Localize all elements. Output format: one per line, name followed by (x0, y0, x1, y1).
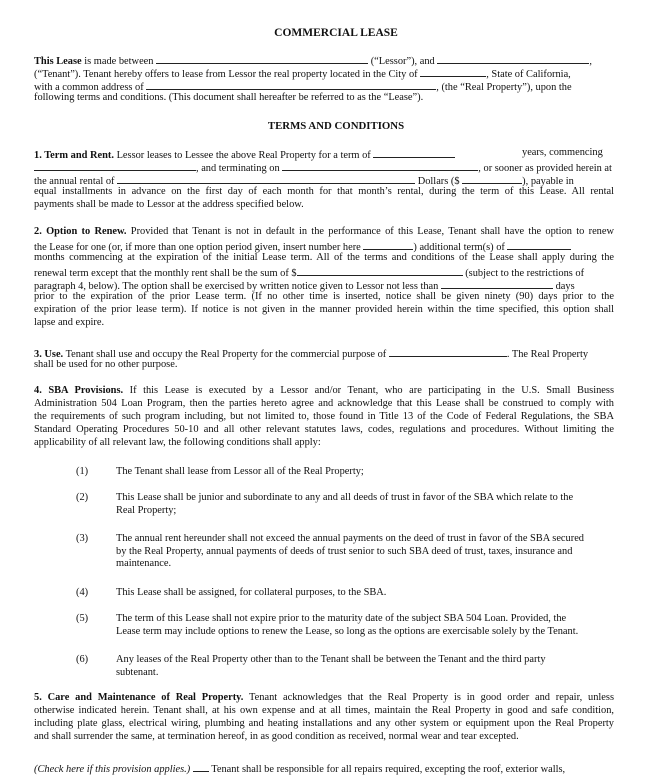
s1-line-4: equal installments in advance on the first day of each month for that month’s rental, during the term of this Lease. All rental (34, 186, 614, 197)
intro-bold: This Lease (34, 56, 82, 67)
terminating-date-field[interactable] (282, 160, 478, 171)
s1-heading: 1. Term and Rent. (34, 150, 114, 161)
s3-heading: 3. Use. (34, 349, 64, 360)
sba-item: The Tenant shall lease from Lessor all of the Real Property; (116, 466, 364, 477)
annual-rental-amount-field[interactable] (462, 173, 522, 184)
city-field[interactable] (420, 66, 486, 77)
option-count-field[interactable] (363, 239, 413, 250)
sba-item-number: (5) (76, 613, 89, 624)
sba-item-number: (1) (76, 466, 89, 477)
s4-line-4: Standard Operating Procedures 50-10 and all other relevant statutes laws, codes, regulations and procedures. Without limiting the (34, 424, 614, 435)
s3-line-1: 3. Use. Tenant shall use and occupy the Real Property for the commercial purpose of . The Real Property (34, 346, 588, 362)
option-months-field[interactable] (507, 239, 571, 250)
s4-line-1: 4. SBA Provisions. If this Lease is executed by a Lessor and/or Tenant, who are participating in the U.S. Small Business (34, 385, 614, 396)
s1-line-5: payments shall be made to Lessor at the address specified below. (34, 199, 304, 210)
sba-item-number: (4) (76, 587, 89, 598)
s2-heading: 2. Option to Renew. (34, 226, 127, 237)
commencing-date-field[interactable] (34, 160, 196, 171)
s5-line-2: otherwise indicated herein. Tenant shall, at his own expense and at all times, maintain the Real Property in good and safe condition, (34, 705, 614, 716)
section-heading: TERMS AND CONDITIONS (267, 120, 405, 132)
document-title: COMMERCIAL LEASE (274, 27, 398, 39)
s5-heading: 5. Care and Maintenance of Real Property. (34, 692, 244, 703)
s2-line-4: renewal term except that the monthly rent shall be the sum of $ (subject to the restrictions of (34, 265, 584, 281)
s2-line-8: lapse and expire. (34, 317, 105, 328)
s5-line-4: and shall surrender the same, at termination hereof, in as good condition as received, normal wear and tear excepted. (34, 731, 519, 742)
sba-item: Any leases of the Real Property other than to the Tenant shall be between the Tenant and the third party subtenant. (116, 654, 546, 678)
address-field[interactable] (146, 79, 436, 90)
commercial-purpose-field[interactable] (389, 346, 507, 357)
s2-line-6: prior to the expiration of the prior Lease term. (If no other time is inserted, notice shall be given ninety (90) days prior to the (34, 291, 614, 302)
sba-item-number: (2) (76, 492, 89, 503)
tenant-name-field[interactable] (437, 53, 589, 64)
lessor-name-field[interactable] (156, 53, 368, 64)
s3-line-2: shall be used for no other purpose. (34, 359, 178, 370)
s4-line-5: applicability of all relevant law, the following conditions shall apply: (34, 437, 321, 448)
sba-item: This Lease shall be assigned, for collateral purposes, to the SBA. (116, 587, 387, 598)
annual-rental-words-field[interactable] (117, 173, 415, 184)
renewal-rent-field[interactable] (297, 265, 463, 276)
sba-item: The term of this Lease shall not expire prior to the maturity date of the subject SBA 504 Loan. Provided, the Lease term may include options to renew the Lease, so long as the options are exercisable solely by the Tenant. (116, 613, 579, 637)
s2-line-7: expiration of the prior lease term). If notice is not given in the manner provided herein within the time specified, this option shall (34, 304, 614, 315)
s2-line-2: the Lease for one (or, if more than one option period given, insert number here ) additional term(s) of (34, 239, 571, 255)
s4-line-3: the requirements of such program including, but not limited to, those found in Title 13 of the Code of Federal Regulations, the SBA (34, 411, 614, 422)
notice-days-field[interactable] (441, 278, 553, 289)
provision-check-field[interactable] (193, 761, 209, 772)
intro-line-4: following terms and conditions. (This document shall hereafter be referred to as the “Lease”). (34, 92, 424, 103)
s4-heading: 4. SBA Provisions. (34, 385, 124, 396)
s2-line-1: 2. Option to Renew. Provided that Tenant is not in default in the performance of this Lease, Tenant shall have the option to renew (34, 226, 614, 237)
s5-line-5: (Check here if this provision applies.) Tenant shall be responsible for all repairs required, excepting the roof, exterior walls, (34, 761, 565, 777)
intro-line-3: with a common address of , (the “Real Property”), upon the (34, 79, 572, 95)
s4-line-2: Administration 504 Loan Program, then the parties hereto agree and acknowledge that this Lease shall be construed to comply with (34, 398, 614, 409)
term-years-field[interactable] (373, 147, 455, 158)
s2-line-5: paragraph 4, below). The option shall be exercised by written notice given to Lessor not less than days (34, 278, 575, 294)
sba-item-number: (6) (76, 654, 89, 665)
sba-item-number: (3) (76, 533, 89, 544)
s5-line-1: 5. Care and Maintenance of Real Property. Tenant acknowledges that the Real Property is in good order and repair, unless (34, 692, 615, 703)
intro-line-2: (“Tenant”). Tenant hereby offers to lease from Lessor the real property located in the City of , State of California, (34, 66, 571, 82)
s1-line-1: 1. Term and Rent. Lessor leases to Lessee the above Real Property for a term of years, commencing (34, 147, 603, 161)
s2-line-3: months commencing at the expiration of the initial Lease term. All of the terms and conditions of the Lease shall apply during the (34, 252, 614, 263)
sba-item: The annual rent hereunder shall not exceed the annual payments on the deed of trust in favor of the SBA secured by the Real Property, annual payments of deeds of trust senior to such SBA deed of trust, taxes, insurance and maintenance. (116, 533, 584, 570)
s1-line-3: the annual rental of Dollars ($ ), payable in (34, 173, 574, 189)
s5-line-3: including plate glass, electrical wiring, plumbing and heating installations and any other system or equipment upon the Real Property (34, 718, 614, 729)
s1-line-2: , and terminating on , or sooner as provided herein at (34, 160, 612, 176)
sba-item: This Lease shall be junior and subordinate to any and all deeds of trust in favor of the SBA which relate to the Real Property; (116, 492, 574, 516)
intro-line-1: This Lease is made between (“Lessor”), and , (34, 53, 592, 69)
